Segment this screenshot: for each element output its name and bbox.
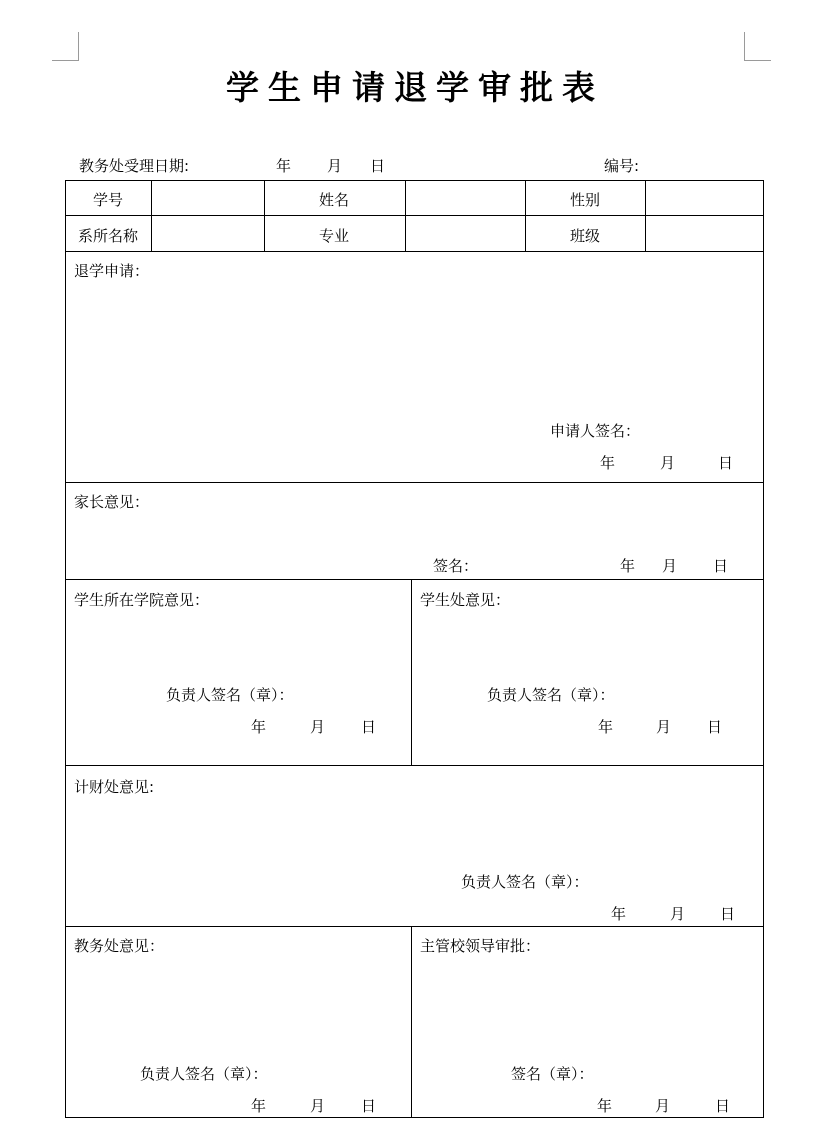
row-divider bbox=[66, 482, 763, 483]
applicant-sign-year: 年 bbox=[600, 454, 616, 472]
withdraw-request-label: 退学申请： bbox=[74, 262, 150, 280]
row-divider bbox=[66, 926, 763, 927]
page-corner-mark-top-left bbox=[52, 32, 79, 61]
leader-sign-day: 日 bbox=[715, 1097, 731, 1115]
student-affairs-sign-day: 日 bbox=[707, 718, 723, 736]
college-sign-year: 年 bbox=[251, 718, 267, 736]
class-label: 班级 bbox=[569, 227, 601, 245]
gender-field[interactable] bbox=[646, 182, 762, 214]
student-affairs-sign-month: 月 bbox=[656, 718, 672, 736]
parent-sign-day: 日 bbox=[713, 557, 729, 575]
row-divider bbox=[66, 215, 763, 216]
finance-opinion-label: 计财处意见: bbox=[74, 778, 155, 796]
finance-sign-day: 日 bbox=[720, 905, 736, 923]
student-affairs-opinion-label: 学生处意见： bbox=[420, 591, 511, 609]
department-field[interactable] bbox=[152, 217, 263, 250]
college-signature-label: 负责人签名（章）： bbox=[166, 686, 294, 704]
college-opinion-label: 学生所在学院意见： bbox=[74, 591, 210, 609]
column-divider bbox=[411, 926, 412, 1117]
student-affairs-signature-label: 负责人签名（章）： bbox=[487, 686, 615, 704]
student-id-field[interactable] bbox=[152, 182, 263, 214]
academic-affairs-sign-year: 年 bbox=[251, 1097, 267, 1115]
name-label: 姓名 bbox=[318, 191, 350, 209]
approval-form-table bbox=[65, 180, 764, 1118]
gender-label: 性别 bbox=[569, 191, 601, 209]
college-sign-day: 日 bbox=[361, 718, 377, 736]
department-label: 系所名称 bbox=[77, 227, 139, 245]
acceptance-date-year: 年 bbox=[276, 157, 292, 175]
parent-signature-label: 签名： bbox=[433, 557, 479, 575]
student-id-label: 学号 bbox=[92, 191, 124, 209]
column-divider bbox=[411, 579, 412, 765]
row-divider bbox=[66, 251, 763, 252]
finance-sign-year: 年 bbox=[611, 905, 627, 923]
parent-opinion-label: 家长意见： bbox=[74, 493, 150, 511]
row-divider bbox=[66, 579, 763, 580]
leader-sign-month: 月 bbox=[655, 1097, 671, 1115]
row-divider bbox=[66, 765, 763, 766]
college-sign-month: 月 bbox=[310, 718, 326, 736]
finance-sign-month: 月 bbox=[670, 905, 686, 923]
academic-affairs-signature-label: 负责人签名（章）： bbox=[140, 1065, 268, 1083]
document-title: 学生申请退学审批表 bbox=[226, 68, 604, 107]
parent-sign-month: 月 bbox=[662, 557, 678, 575]
leader-signature-label: 签名（章）： bbox=[511, 1065, 594, 1083]
applicant-sign-month: 月 bbox=[660, 454, 676, 472]
name-field[interactable] bbox=[406, 182, 524, 214]
page-corner-mark-top-right bbox=[744, 32, 771, 61]
academic-affairs-sign-day: 日 bbox=[361, 1097, 377, 1115]
parent-sign-year: 年 bbox=[620, 557, 636, 575]
applicant-signature-label: 申请人签名： bbox=[550, 422, 641, 440]
major-label: 专业 bbox=[318, 227, 350, 245]
class-field[interactable] bbox=[646, 217, 762, 250]
leader-approval-label: 主管校领导审批： bbox=[420, 937, 541, 955]
acceptance-date-month: 月 bbox=[327, 157, 343, 175]
major-field[interactable] bbox=[406, 217, 524, 250]
column-divider bbox=[264, 181, 265, 251]
column-divider bbox=[525, 181, 526, 251]
academic-affairs-opinion-label: 教务处意见： bbox=[74, 937, 165, 955]
academic-affairs-sign-month: 月 bbox=[310, 1097, 326, 1115]
acceptance-date-day: 日 bbox=[370, 157, 386, 175]
acceptance-date-label: 教务处受理日期: bbox=[79, 157, 190, 175]
student-affairs-sign-year: 年 bbox=[598, 718, 614, 736]
number-label: 编号: bbox=[604, 157, 640, 175]
applicant-sign-day: 日 bbox=[718, 454, 734, 472]
finance-signature-label: 负责人签名（章）： bbox=[461, 873, 589, 891]
leader-sign-year: 年 bbox=[597, 1097, 613, 1115]
